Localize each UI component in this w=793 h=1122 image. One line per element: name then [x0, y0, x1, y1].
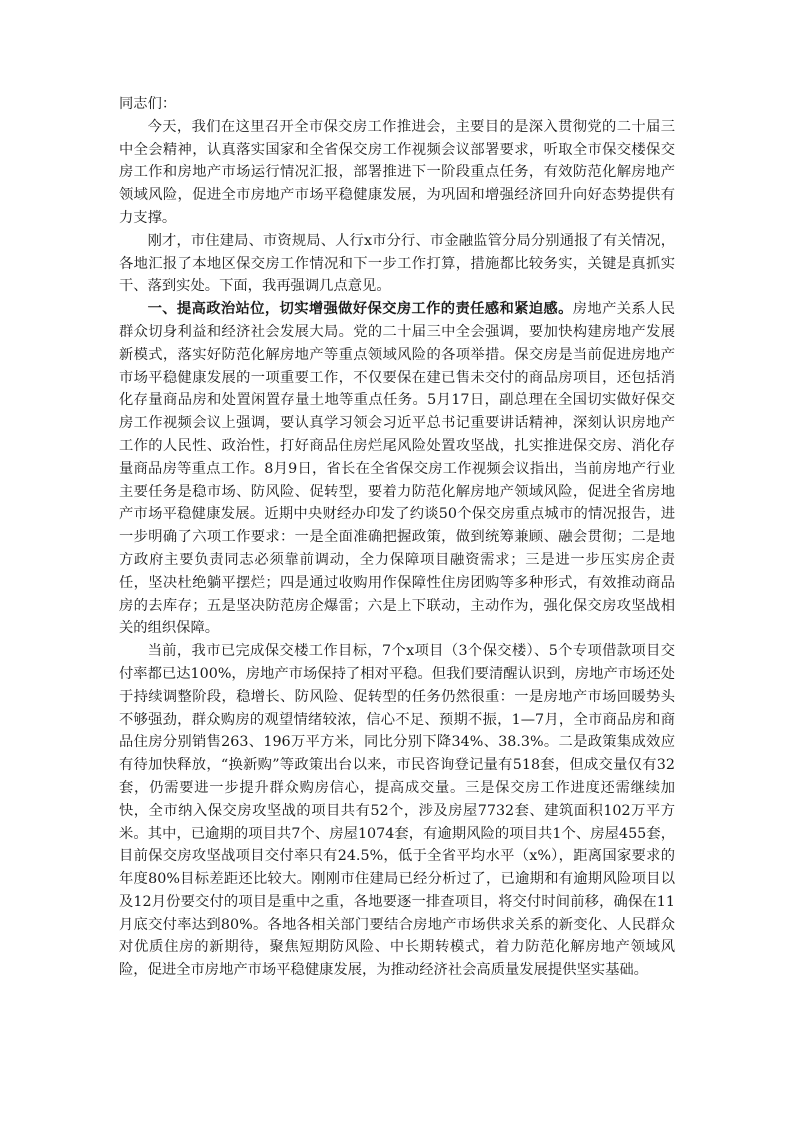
paragraph-opening: 今天，我们在这里召开全市保交房工作推进会，主要目的是深入贯彻党的二十届三中全会精神，认真落实国家和全省保交房工作视频会议部署要求，听取全市保交楼保交房工作和房地产市场运行情况汇报，部署推进下一阶段重点任务，有效防范化解房地产领域风险，促进全市房地产市场平稳健康发展，为巩固和增强经济回升向好态势提供有力支撑。 [119, 118, 675, 226]
salutation: 同志们： [119, 96, 177, 112]
paragraph-current-situation: 当前，我市已完成保交楼工作目标，7个x项目（3个保交楼）、5个专项借款项目交付率都已达100%，房地产市场保持了相对平稳。但我们要清醒认识到，房地产市场还处于持续调整阶段，稳增长、防风险、促转型的任务仍然很重：一是房地产市场回暖势头不够强劲，群众购房的观望情绪较浓，信心不足、预期不振，1—7月，全市商品房和商品住房分别销售263、196万平方米，同比分别下降34%、38.3%。二是政策集成效应有待加快释放，“换新购”等政策出台以来，市民咨询登记量有518套，但成交量仅有32套，仍需要进一步提升群众购房信心，提高成交量。三是保交房工作进度还需继续加快，全市纳入保交房攻坚战的项目共有52个，涉及房屋7732套、建筑面积102万平方米。其中，已逾期的项目共7个、房屋1074套，有逾期风险的项目共1个、房屋455套，目前保交房攻坚战项目交付率只有24.5%，低于全省平均水平（x%），距离国家要求的年度80%目标差距还比较大。刚刚市住建局已经分析过了，已逾期和有逾期风险项目以及12月份要交付的项目是重中之重，各地要逐一排查项目，将交付时间前移，确保在11月底交付率达到80%。各地各相关部门要结合房地产市场供求关系的新变化、人民群众对优质住房的新期待，聚焦短期防风险、中长期转模式，着力防范化解房地产领域风险，促进全市房地产市场平稳健康发展，为推动经济社会高质量发展提供坚实基础。 [119, 643, 675, 979]
paragraph-reports: 刚才，市住建局、市资规局、人行x市分行、市金融监管分局分别通报了有关情况，各地汇报了本地区保交房工作情况和下一步工作打算，措施都比较务实，关键是真抓实干、落到实处。下面，我再强调几点意见。 [119, 232, 675, 295]
section-body: 房地产关系人民群众切身利益和经济社会发展大局。党的二十届三中全会强调，要加快构建房地产发展新模式，落实好防范化解房地产等重点领域风险的各项举措。保交房是当前促进房地产市场平稳健康发展的一项重要工作，不仅要保在建已售未交付的商品房项目，还包括消化存量商品房和处置闲置存量土地等重点任务。5月17日，副总理在全国切实做好保交房工作视频会议上强调，要认真学习领会习近平总书记重要讲话精神，深刻认识房地产工作的人民性、政治性，打好商品住房烂尾风险处置攻坚战，扎实推进保交房、消化存量商品房等重点工作。8月9日，省长在全省保交房工作视频会议指出，当前房地产行业主要任务是稳市场、防风险、促转型，要着力防范化解房地产领域风险，促进全省房地产市场平稳健康发展。近期中央财经办印发了约谈50个保交房重点城市的情况报告，进一步明确了六项工作要求：一是全面准确把握政策，做到统筹兼顾、融会贯彻；二是地方政府主要负责同志必须靠前调动，全力保障项目融资需求；三是进一步压实房企责任，坚决杜绝躺平摆烂；四是通过收购用作保障性住房团购等多种形式，有效推动商品房的去库存；五是坚决防范房企爆雷；六是上下联动，主动作为，强化保交房攻坚战相关的组织保障。 [119, 301, 676, 637]
section-heading: 一、提高政治站位，切实增强做好保交房工作的责任感和紧迫感。 [147, 301, 573, 318]
document-body [119, 93, 675, 982]
paragraph-section-one [119, 298, 675, 640]
